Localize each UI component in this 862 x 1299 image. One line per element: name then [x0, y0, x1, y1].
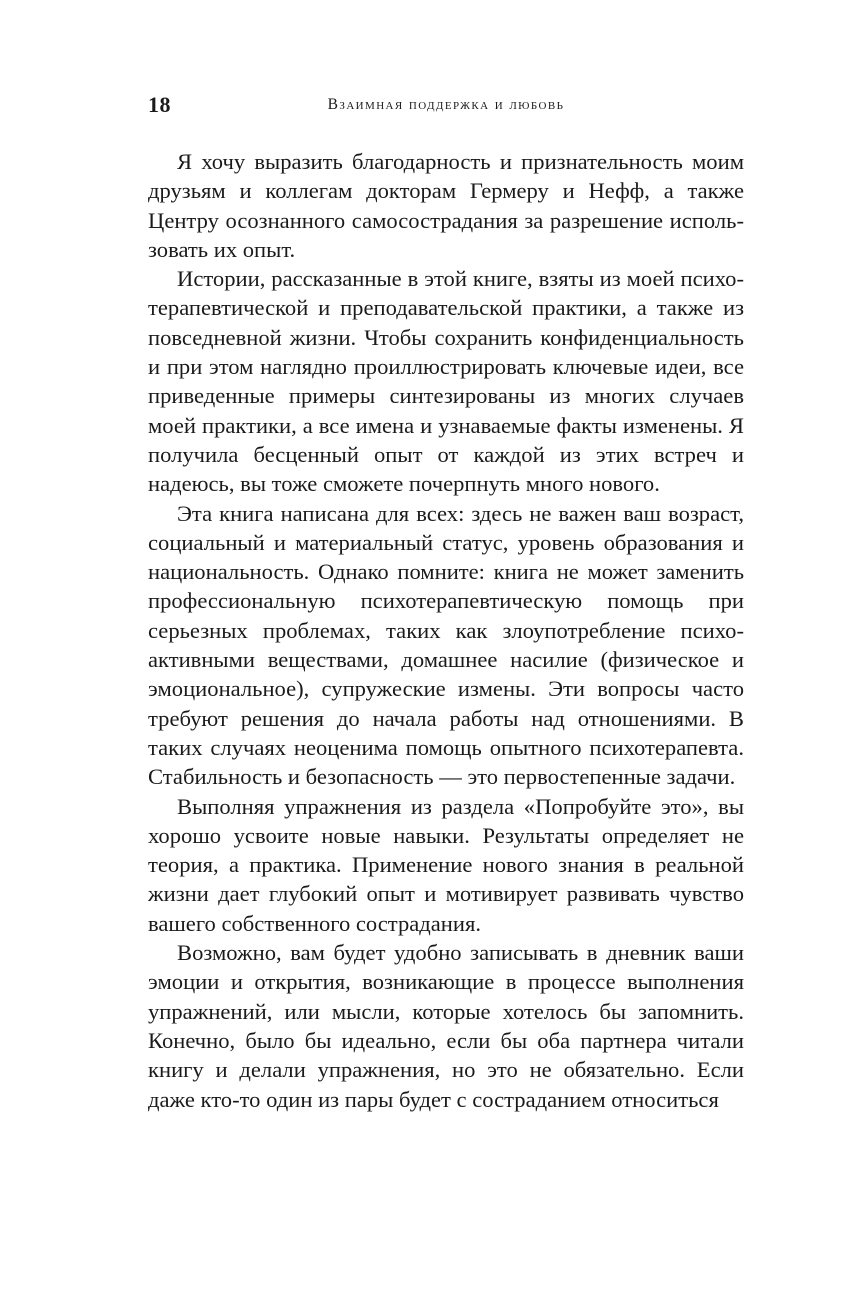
paragraph-acknowledgement: Я хочу выразить благодарность и признательность моим друзьям и коллегам докторам Гермеру и Нефф, а также Центру осознанного самосострадания за разрешение использовать их опыт. — [148, 149, 744, 262]
paragraph-stories: Истории, рассказанные в этой книге, взяты из моей психотерапевтической и преподавательской практики, а также из повседневной жизни. Чтобы сохранить конфиденциальность и при этом наглядно проиллюстрировать ключевые идеи, все приведенные примеры синтезированы из многих случаев моей практики, а все имена и узнаваемые факты изменены. Я получила бесценный опыт от каждой из этих встреч и надеюсь, вы тоже сможете почерпнуть много нового. — [148, 266, 744, 497]
paragraph-exercises: Выполняя упражнения из раздела «Попробуйте это», вы хорошо усвоите новые навыки. Результаты определяет не теория, а практика. Применение нового знания в реальной жизни дает глубокий опыт и мотивирует развивать чувство вашего собственного сострадания. — [148, 793, 744, 936]
body-text — [148, 147, 744, 1114]
paragraph-journal: Возможно, вам будет удобно записывать в дневник ваши эмоции и открытия, возникающие в процессе выполнения упражнений, или мысли, которые хотелось бы запомнить. Конечно, было бы идеально, если бы оба партнера читали книгу и делали упражнения, но это не обязательно. Если даже кто-то один из пары будет с состраданием относиться — [148, 940, 744, 1112]
running-head — [148, 92, 744, 122]
page-number: 18 — [148, 92, 171, 117]
running-title: Взаимная поддержка и любовь — [327, 96, 565, 113]
paragraph-audience: Эта книга написана для всех: здесь не важен ваш возраст, социальный и материальный статус, уровень образования и национальность. Однако помните: книга не может заменить профессиональную психотерапевтическую помощь при серьезных проблемах, таких как злоупотребление психоактивными веществами, домашнее насилие (физическое и эмоциональное), супружеские измены. Эти вопросы часто требуют решения до начала работы над отношениями. В таких случаях неоценима помощь опытного психотерапевта. Стабильность и безопасность — это первостепенные задачи. — [148, 500, 744, 790]
